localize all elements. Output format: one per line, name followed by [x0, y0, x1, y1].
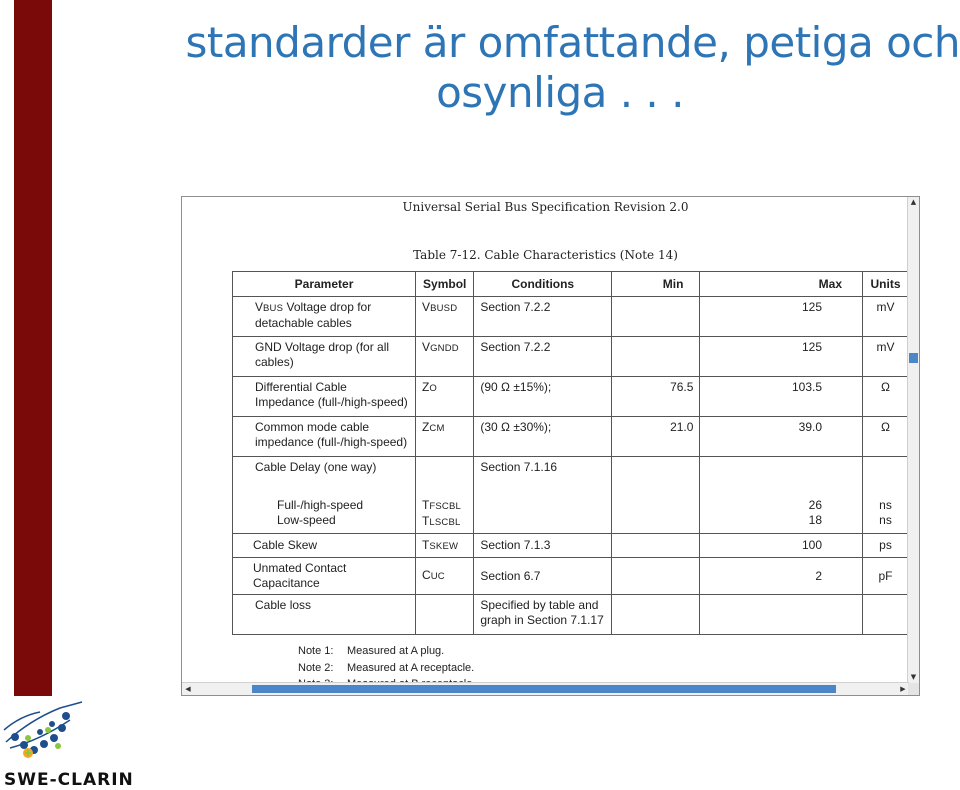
cell-conditions: Section 7.1.16 — [474, 457, 612, 534]
cell-symbol: TSKEW — [416, 534, 474, 558]
cell-symbol: VGNDD — [416, 337, 474, 377]
cell-min: 76.5 — [612, 377, 700, 417]
symbol-tfscbl: TFSCBL — [422, 498, 462, 512]
units-full-high: ns — [879, 498, 892, 512]
cell-parameter: Unmated Contact Capacitance — [233, 558, 416, 595]
table-row — [233, 297, 909, 337]
slide-accent-bar — [14, 0, 52, 696]
scroll-right-arrow-icon[interactable]: ▶ — [900, 685, 906, 693]
units-low: ns — [879, 513, 892, 527]
cell-symbol: CUC — [416, 558, 474, 595]
cell-max — [700, 457, 863, 534]
sub-param-full-high: Full-/high-speed — [277, 498, 364, 512]
scroll-down-arrow-icon[interactable]: ▼ — [910, 673, 917, 681]
table-header-row — [233, 272, 909, 297]
symbol-tlscbl: TLSCBL — [422, 514, 461, 528]
cell-min — [612, 595, 700, 635]
cell-parameter — [233, 457, 416, 534]
table-row — [233, 377, 909, 417]
cell-parameter: Cable loss — [233, 595, 416, 635]
table-row — [233, 417, 909, 457]
cell-max: 125 — [700, 337, 863, 377]
slide-title-line1: standarder är omfattande, petiga och — [185, 18, 960, 67]
cell-min — [612, 337, 700, 377]
cell-conditions: Section 7.1.3 — [474, 534, 612, 558]
col-symbol: Symbol — [416, 272, 474, 297]
horizontal-scrollbar[interactable] — [182, 682, 909, 695]
cell-symbol: VBUSD — [416, 297, 474, 337]
max-low: 18 — [808, 513, 823, 527]
cell-max: 100 — [700, 534, 863, 558]
cell-symbol — [416, 457, 474, 534]
cell-parameter: Common mode cable impedance (full-/high-speed) — [233, 417, 416, 457]
cell-conditions: Section 7.2.2 — [474, 337, 612, 377]
cell-conditions: Section 6.7 — [474, 558, 612, 595]
cell-max: 39.0 — [700, 417, 863, 457]
cell-min — [612, 297, 700, 337]
note-item: Note 2: Measured at A receptacle. — [298, 661, 475, 674]
cell-max — [700, 595, 863, 635]
cell-symbol: ZO — [416, 377, 474, 417]
sub-param-low: Low-speed — [277, 513, 336, 527]
cell-parameter: GND Voltage drop (for all cables) — [233, 337, 416, 377]
cell-units: mV — [863, 337, 909, 377]
table-row — [233, 337, 909, 377]
vertical-scrollbar[interactable] — [907, 197, 919, 683]
scrollbar-corner — [908, 683, 919, 695]
note-item: Note 1: Measured at A plug. — [298, 645, 445, 657]
col-max: Max — [700, 272, 863, 297]
scroll-left-arrow-icon[interactable]: ◀ — [185, 685, 191, 693]
cell-min — [612, 558, 700, 595]
document-viewer[interactable] — [181, 196, 920, 696]
logo-text: SWE-CLARIN — [4, 770, 134, 790]
col-min: Min — [612, 272, 700, 297]
cell-symbol — [416, 595, 474, 635]
cell-min: 21.0 — [612, 417, 700, 457]
cell-symbol: ZCM — [416, 417, 474, 457]
horizontal-scroll-thumb[interactable] — [252, 685, 836, 693]
cell-conditions: Section 7.2.2 — [474, 297, 612, 337]
document-header: Universal Serial Bus Specification Revision 2.0 — [402, 200, 689, 214]
cell-min — [612, 457, 700, 534]
cell-max: 125 — [700, 297, 863, 337]
cell-min — [612, 534, 700, 558]
document-page — [182, 197, 909, 683]
scroll-up-arrow-icon[interactable]: ▲ — [910, 198, 917, 206]
cell-conditions: (30 Ω ±30%); — [474, 417, 612, 457]
cell-units: mV — [863, 297, 909, 337]
cell-max: 2 — [700, 558, 863, 595]
cell-max: 103.5 — [700, 377, 863, 417]
cell-parameter: Differential Cable Impedance (full-/high-speed) — [233, 377, 416, 417]
col-parameter: Parameter — [233, 272, 416, 297]
col-units: Units — [863, 272, 909, 297]
cell-units: Ω — [863, 417, 909, 457]
cell-parameter: VBUS Voltage drop for detachable cables — [233, 297, 416, 337]
cable-characteristics-table — [232, 271, 909, 635]
table-row — [233, 534, 909, 558]
cell-units — [863, 595, 909, 635]
table-row — [233, 558, 909, 595]
slide-title — [160, 18, 960, 118]
table-row — [233, 457, 909, 534]
vertical-scroll-thumb[interactable] — [909, 353, 918, 363]
slide-title-line2: osynliga . . . — [436, 68, 684, 117]
cell-conditions: Specified by table and graph in Section 7.1.17 — [474, 595, 612, 635]
cell-parameter: Cable Skew — [233, 534, 416, 558]
max-full-high: 26 — [808, 498, 823, 512]
cell-units: ps — [863, 534, 909, 558]
cable-delay-label: Cable Delay (one way) — [255, 460, 377, 474]
table-row — [233, 595, 909, 635]
cell-conditions: (90 Ω ±15%); — [474, 377, 612, 417]
col-conditions: Conditions — [474, 272, 612, 297]
cell-units — [863, 457, 909, 534]
cell-units: pF — [863, 558, 909, 595]
cell-units: Ω — [863, 377, 909, 417]
table-caption: Table 7-12. Cable Characteristics (Note 14) — [413, 248, 678, 262]
